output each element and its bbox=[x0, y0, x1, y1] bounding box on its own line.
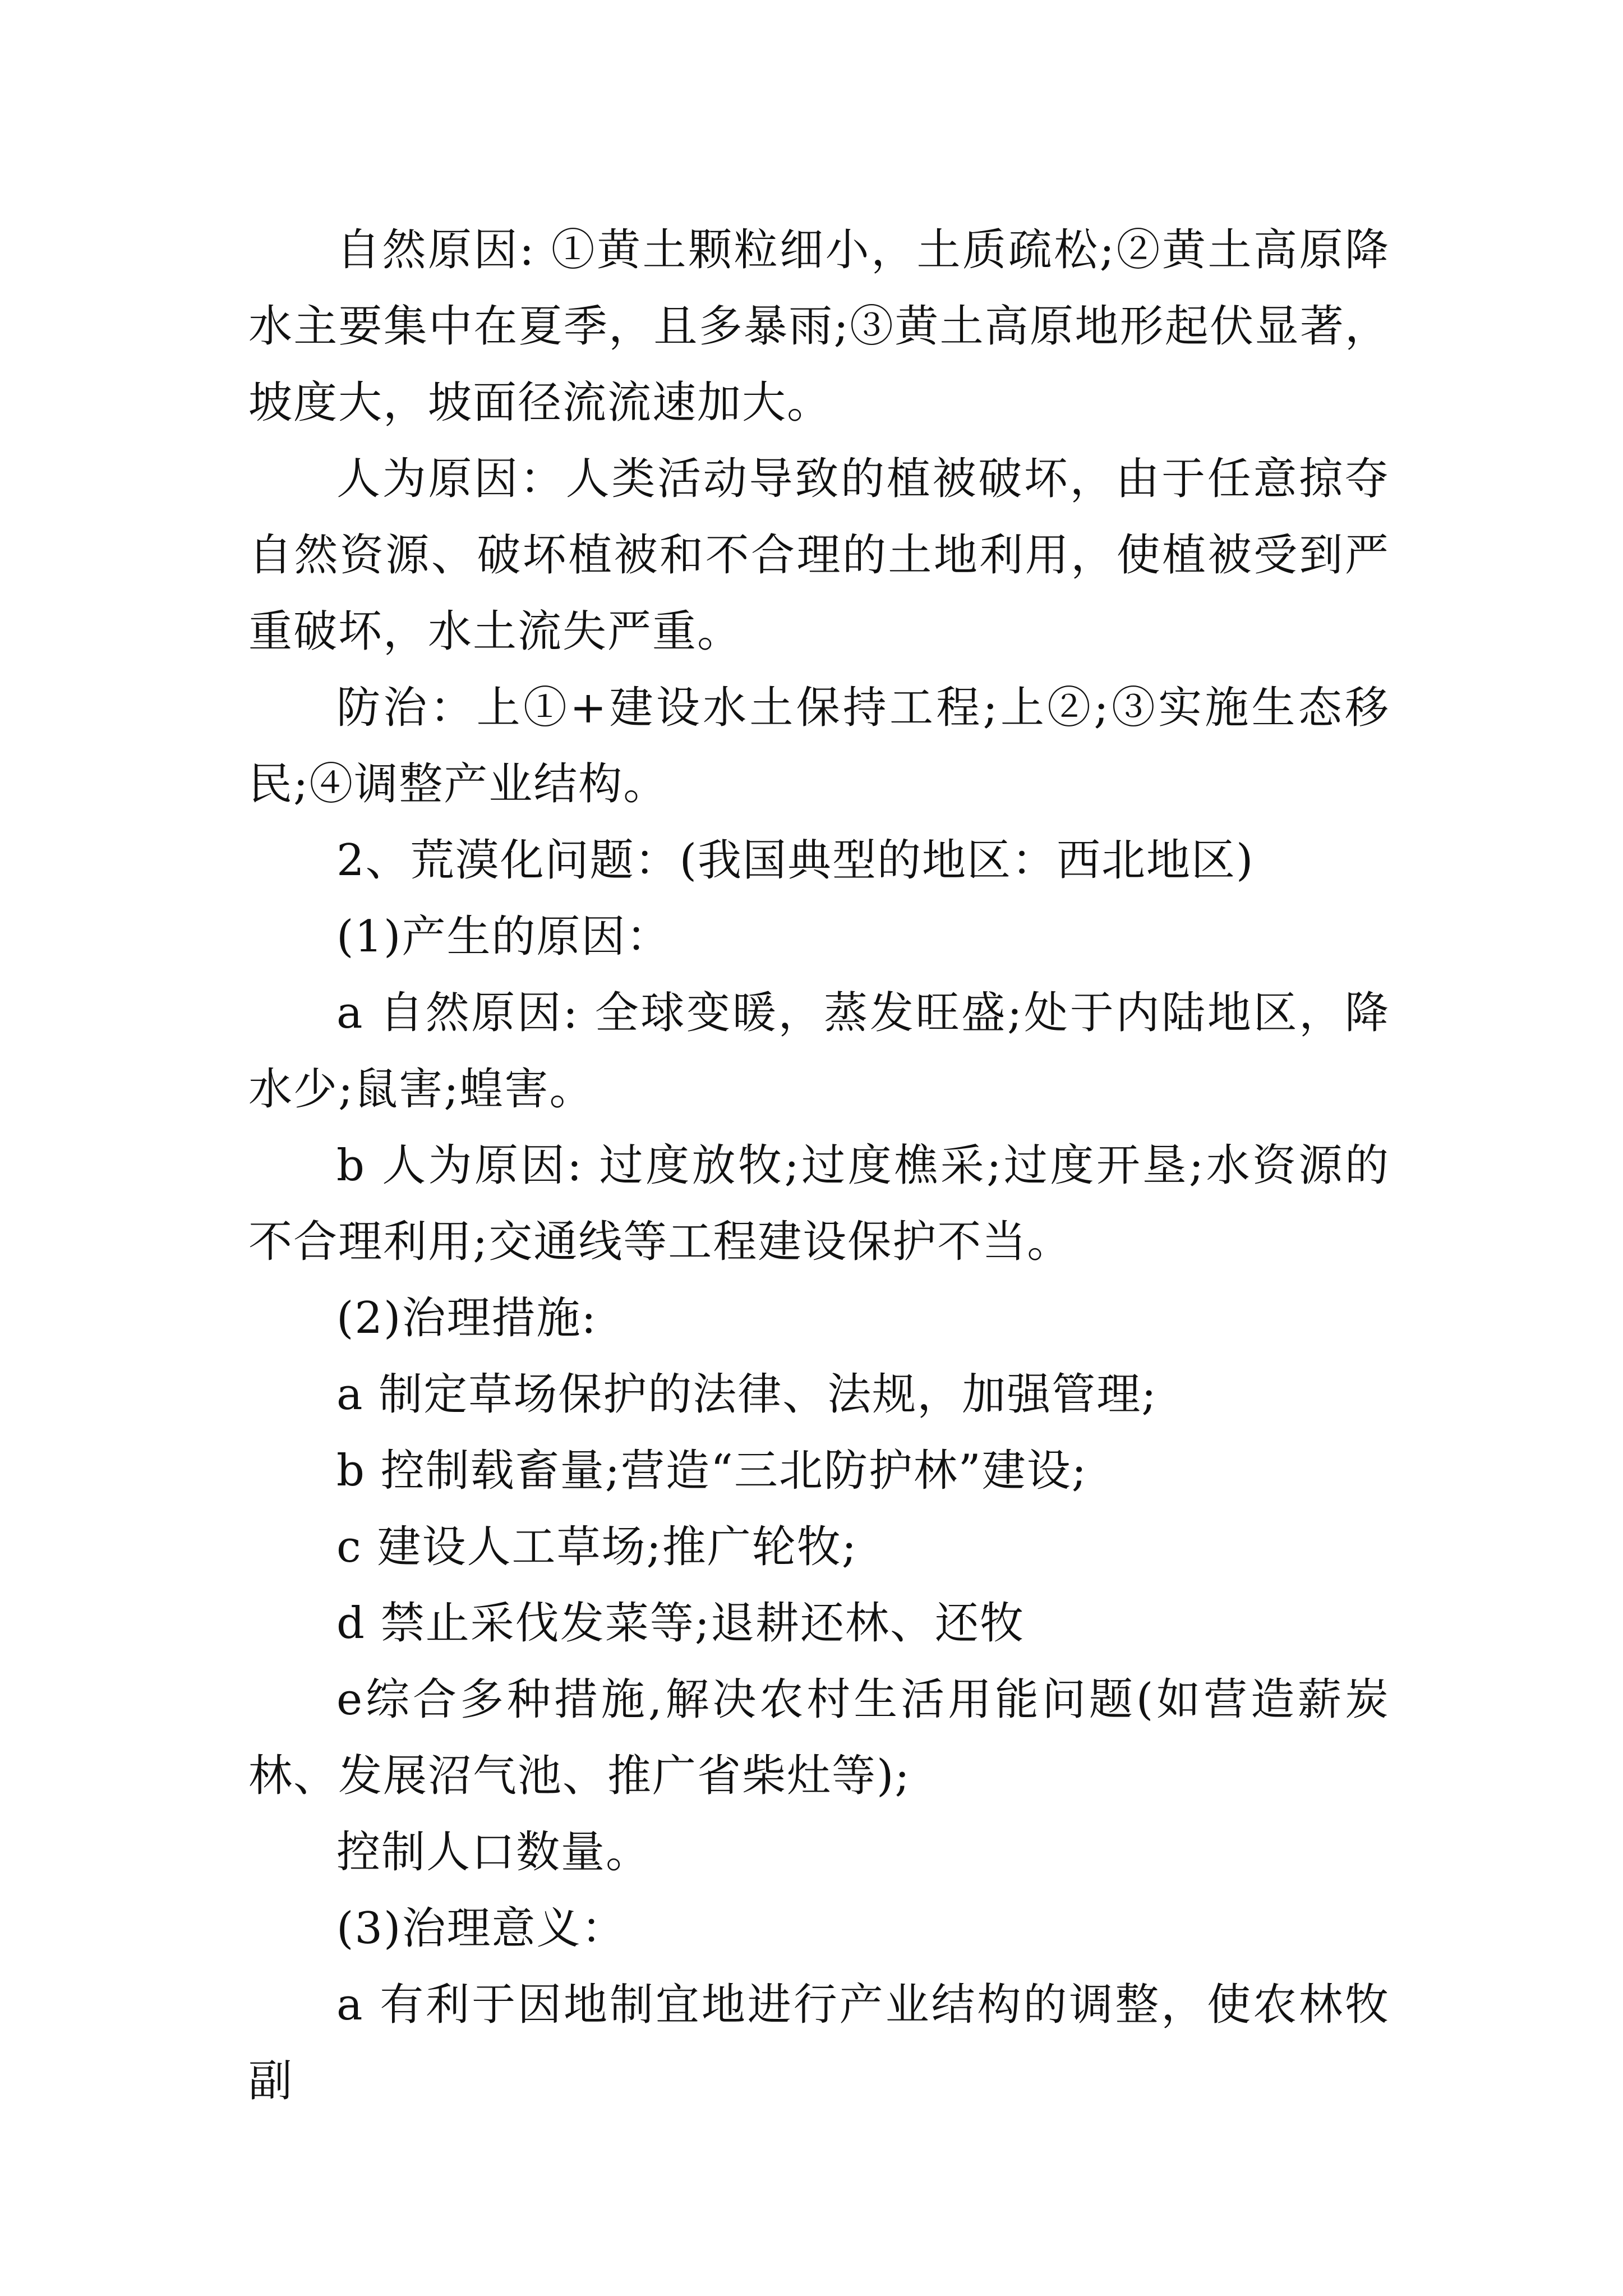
document-body bbox=[248, 212, 1390, 2119]
paragraph-desert-human-causes: b 人为原因: 过度放牧;过度樵采;过度开垦;水资源的不合理利用;交通线等工程建设保护不当。 bbox=[248, 1140, 1390, 1267]
measure-item-a: a 制定草场保护的法律、法规，加强管理; bbox=[336, 1369, 1158, 1420]
paragraph-prevention: 防治：上①+建设水土保持工程;上②;③实施生态移民;④调整产业结构。 bbox=[248, 683, 1390, 809]
subheading-causes: (1)产生的原因： bbox=[336, 912, 671, 962]
measure-item-e: e综合多种措施,解决农村生活用能问题(如营造薪炭林、发展沼气池、推广省柴灶等); bbox=[248, 1674, 1390, 1801]
paragraph-desert-natural-causes: a 自然原因: 全球变暖，蒸发旺盛;处于内陆地区，降水少;鼠害;蝗害。 bbox=[248, 988, 1390, 1115]
subheading-measures: (2)治理措施: bbox=[336, 1293, 597, 1343]
measure-item-c: c 建设人工草场;推广轮牧; bbox=[336, 1522, 858, 1572]
measure-item-b: b 控制载畜量;营造“三北防护林”建设; bbox=[336, 1446, 1088, 1496]
measure-item-d: d 禁止采伐发菜等;退耕还林、还牧 bbox=[336, 1598, 1025, 1649]
paragraph-human-causes: 人为原因：人类活动导致的植被破坏，由于任意掠夺自然资源、破坏植被和不合理的土地利用，使植被受到严重破坏，水土流失严重。 bbox=[248, 454, 1390, 657]
measure-population: 控制人口数量。 bbox=[336, 1827, 651, 1878]
subheading-significance: (3)治理意义： bbox=[336, 1903, 626, 1954]
paragraph-natural-causes: 自然原因: ①黄土颗粒细小，土质疏松;②黄土高原降水主要集中在夏季，且多暴雨;③黄土高原地形起伏显著，坡度大，坡面径流流速加大。 bbox=[248, 225, 1390, 428]
significance-item-a: a 有利于因地制宜地进行产业结构的调整，使农林牧副 bbox=[248, 1980, 1390, 2106]
heading-desertification: 2、荒漠化问题：(我国典型的地区：西北地区) bbox=[336, 835, 1255, 886]
